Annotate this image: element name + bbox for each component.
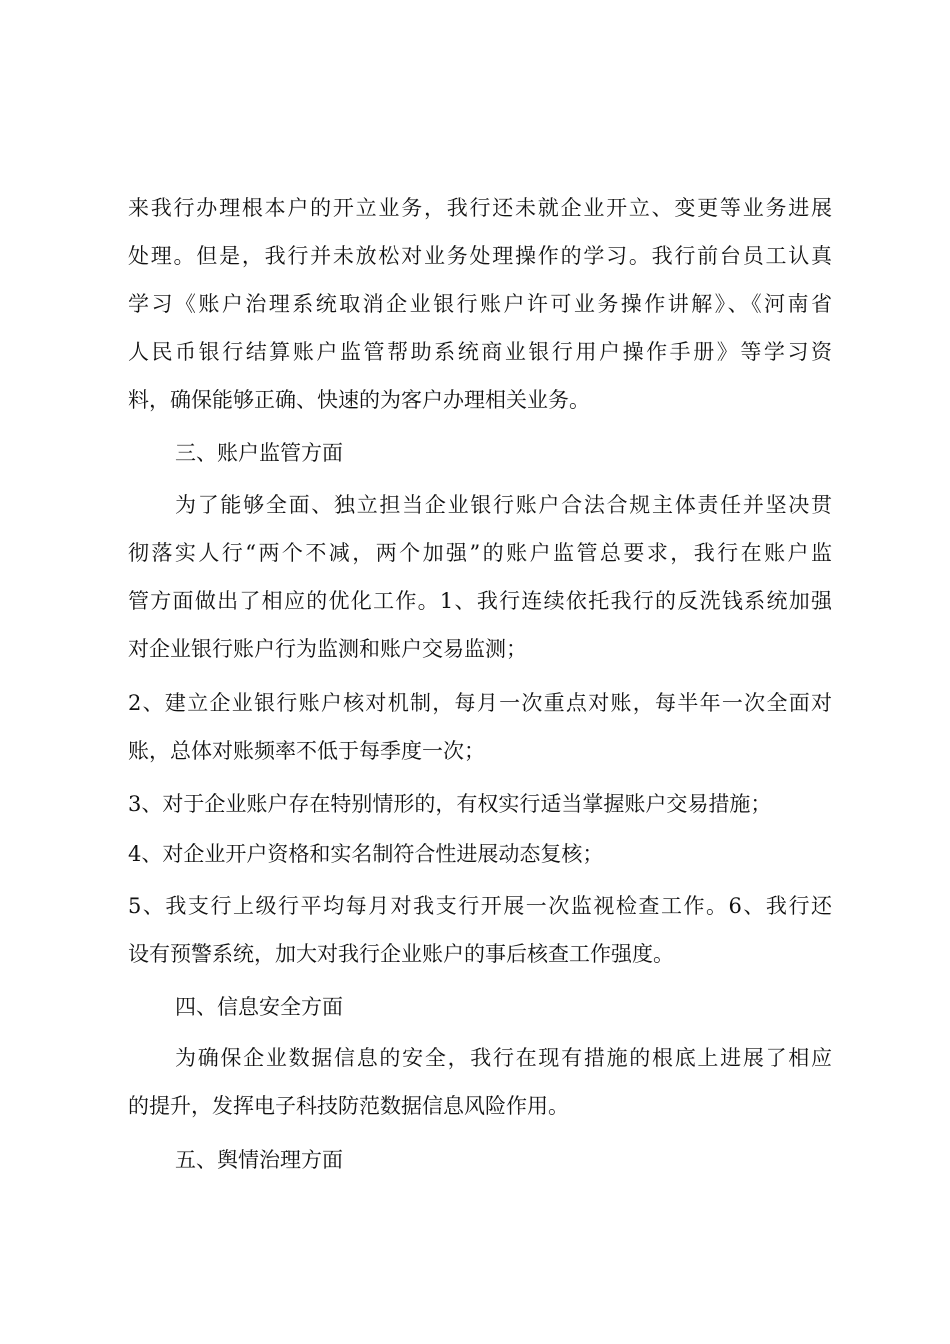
list-item: 5、我支行上级行平均每月对我支行开展一次监视检查工作。6、我行还 xyxy=(128,894,832,918)
section-heading: 三、账户监管方面 xyxy=(175,441,343,465)
paragraph-line: 管方面做出了相应的优化工作。1、我行连续依托我行的反洗钱系统加强 xyxy=(128,589,832,613)
paragraph-line: 对企业银行账户行为监测和账户交易监测； xyxy=(128,637,527,661)
paragraph-line: 的提升，发挥电子科技防范数据信息风险作用。 xyxy=(128,1094,569,1118)
list-item: 3、对于企业账户存在特别情形的，有权实行适当掌握账户交易措施； xyxy=(128,792,772,816)
list-item-continuation: 账，总体对账频率不低于每季度一次； xyxy=(128,739,485,763)
paragraph-line: 为了能够全面、独立担当企业银行账户合法合规主体责任并坚决贯 xyxy=(175,493,832,517)
paragraph-line: 人民币银行结算账户监管帮助系统商业银行用户操作手册》等学习资 xyxy=(128,340,832,364)
paragraph-line: 为确保企业数据信息的安全，我行在现有措施的根底上进展了相应 xyxy=(175,1046,832,1070)
paragraph-line: 料，确保能够正确、快速的为客户办理相关业务。 xyxy=(128,388,590,412)
list-item-continuation: 设有预警系统，加大对我行企业账户的事后核查工作强度。 xyxy=(128,942,674,966)
section-heading: 五、舆情治理方面 xyxy=(175,1148,343,1172)
section-heading: 四、信息安全方面 xyxy=(175,995,343,1019)
list-item: 2、建立企业银行账户核对机制，每月一次重点对账，每半年一次全面对 xyxy=(128,691,832,715)
list-item: 4、对企业开户资格和实名制符合性进展动态复核； xyxy=(128,842,604,866)
paragraph-line: 彻落实人行“两个不减，两个加强”的账户监管总要求，我行在账户监 xyxy=(128,541,832,565)
paragraph-line: 来我行办理根本户的开立业务，我行还未就企业开立、变更等业务进展 xyxy=(128,196,832,220)
paragraph-line: 学习《账户治理系统取消企业银行账户许可业务操作讲解》、《河南省 xyxy=(128,292,832,316)
paragraph-line: 处理。但是，我行并未放松对业务处理操作的学习。我行前台员工认真 xyxy=(128,244,832,268)
